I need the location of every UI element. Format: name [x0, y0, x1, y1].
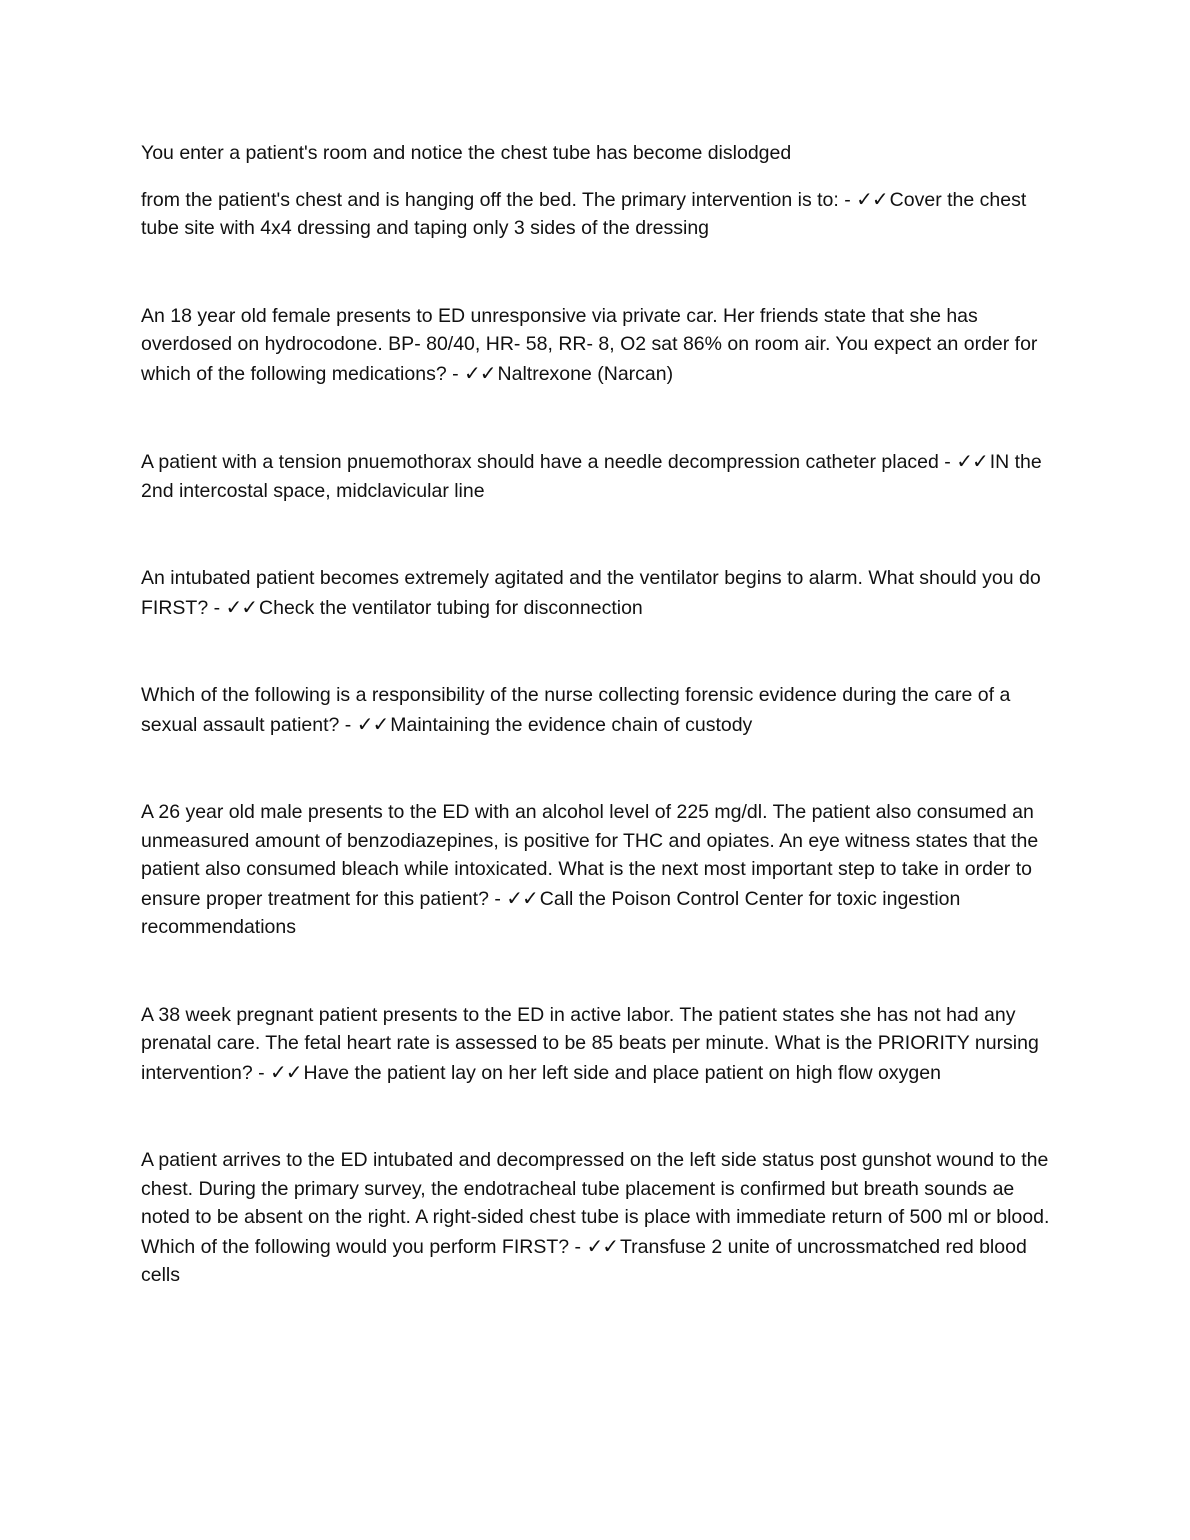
- qa-item-4: [141, 564, 1056, 622]
- answer-text: IN the 2nd intercostal space, midclavicular line: [141, 451, 1042, 502]
- answer-text: Cover the chest tube site with 4x4 dressing and taping only 3 sides of the dressing: [141, 188, 1027, 239]
- answer-text: Have the patient lay on her left side and place patient on high flow oxygen: [303, 1061, 941, 1084]
- question-text: A 38 week pregnant patient presents to the ED in active labor. The patient states she has not had any prenatal care. The fetal heart rate is assessed to be 85 beats per minute. What is the PRIORITY nursing intervention? -: [141, 1003, 1039, 1084]
- double-check-icon: ✓✓: [464, 360, 496, 385]
- double-check-icon: ✓✓: [356, 711, 389, 736]
- qa-item-6: [141, 798, 1056, 942]
- qa-item-1: [141, 185, 1056, 243]
- answer-text: Transfuse 2 unite of uncrossmatched red blood cells: [141, 1235, 1027, 1286]
- double-check-icon: ✓✓: [270, 1059, 302, 1084]
- qa-item-3: [141, 447, 1056, 505]
- question-text: An 18 year old female presents to ED unresponsive via private car. Her friends state that she has overdosed on hydrocodone. BP- 80/40, HR- 58, RR- 8, O2 sat 86% on room air. You expect an order for which of the following medications? -: [141, 304, 1038, 385]
- double-check-icon: ✓✓: [956, 449, 988, 473]
- qa-item-7: [141, 1001, 1056, 1088]
- double-check-icon: ✓✓: [225, 594, 258, 619]
- answer-text: Naltrexone (Narcan): [497, 362, 674, 385]
- question-text: A patient arrives to the ED intubated and decompressed on the left side status post gunshot wound to the chest. During the primary survey, the endotracheal tube placement is confirmed but breath sounds ae noted to be absent on the right. A right-sided chest tube is place with immediate return of 500 ml or blood. Which of the following would you perform FIRST? -: [141, 1149, 1050, 1258]
- question-text: An intubated patient becomes extremely agitated and the ventilator begins to alarm. What should you do FIRST? -: [141, 567, 1041, 619]
- question-text: from the patient's chest and is hanging off the bed. The primary intervention is to: -: [141, 188, 851, 211]
- qa-item-5: [141, 681, 1056, 739]
- question-text: A patient with a tension pnuemothorax should have a needle decompression catheter placed -: [141, 451, 951, 473]
- document-page: [141, 139, 1056, 1290]
- qa-item-8: [141, 1146, 1056, 1290]
- double-check-icon: ✓✓: [856, 186, 888, 211]
- double-check-icon: ✓✓: [506, 885, 538, 910]
- qa-item-2: [141, 302, 1056, 389]
- answer-text: Call the Poison Control Center for toxic ingestion recommendations: [141, 887, 961, 938]
- double-check-icon: ✓✓: [586, 1233, 618, 1258]
- question-text: Which of the following is a responsibility of the nurse collecting forensic evidence during the care of a sexual assault patient? -: [141, 684, 1011, 736]
- intro-line: You enter a patient's room and notice the chest tube has become dislodged: [141, 142, 792, 164]
- question-text: A 26 year old male presents to the ED with an alcohol level of 225 mg/dl. The patient also consumed an unmeasured amount of benzodiazepines, is positive for THC and opiates. An eye witness states that the patient also consumed bleach while intoxicated. What is the next most important step to take in order to ensure proper treatment for this patient? -: [141, 801, 1039, 910]
- answer-text: Maintaining the evidence chain of custody: [390, 713, 753, 736]
- answer-text: Check the ventilator tubing for disconnection: [259, 596, 643, 619]
